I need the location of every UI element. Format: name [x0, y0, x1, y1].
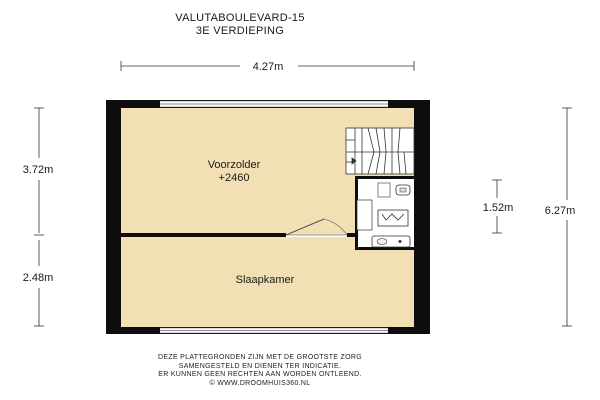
right-wall: [414, 100, 430, 334]
disclaimer-line-4: © WWW.DROOMHUIS360.NL: [209, 379, 311, 387]
voorzolder-label: Voorzolder: [207, 159, 261, 171]
washbasin-fixture: [378, 210, 408, 226]
left-upper-label: 3.72m: [22, 164, 54, 176]
disclaimer-line-2: SAMENGESTELD EN DIENEN TER INDICATIE.: [178, 362, 342, 370]
dimension-left: [34, 108, 44, 326]
disclaimer-line-3: ER KUNNEN GEEN RECHTEN AAN WORDEN ONTLEEND.: [158, 371, 362, 379]
interior-wall: [121, 233, 286, 237]
left-wall: [106, 100, 121, 334]
width-top-label: 4.27m: [252, 61, 284, 73]
left-lower-label: 2.48m: [22, 272, 54, 284]
bottom-window: [160, 328, 388, 333]
disclaimer-line-1: DEZE PLATTEGRONDEN ZIJN MET DE GROOTSTE ZORG: [158, 354, 362, 361]
disclaimer: [100, 354, 420, 388]
top-window: [160, 101, 388, 107]
floor-text: 3E VERDIEPING: [195, 25, 285, 37]
right-inner-label: 1.52m: [482, 202, 514, 214]
dimension-right-total: [562, 108, 572, 326]
right-total-label: 6.27m: [544, 205, 576, 217]
staircase: [346, 128, 414, 174]
address-text: VALUTABOULEVARD-15: [175, 12, 305, 24]
voorzolder-height: +2460: [218, 172, 250, 184]
slaapkamer-label: Slaapkamer: [235, 274, 295, 286]
sink-fixture: [372, 236, 410, 247]
